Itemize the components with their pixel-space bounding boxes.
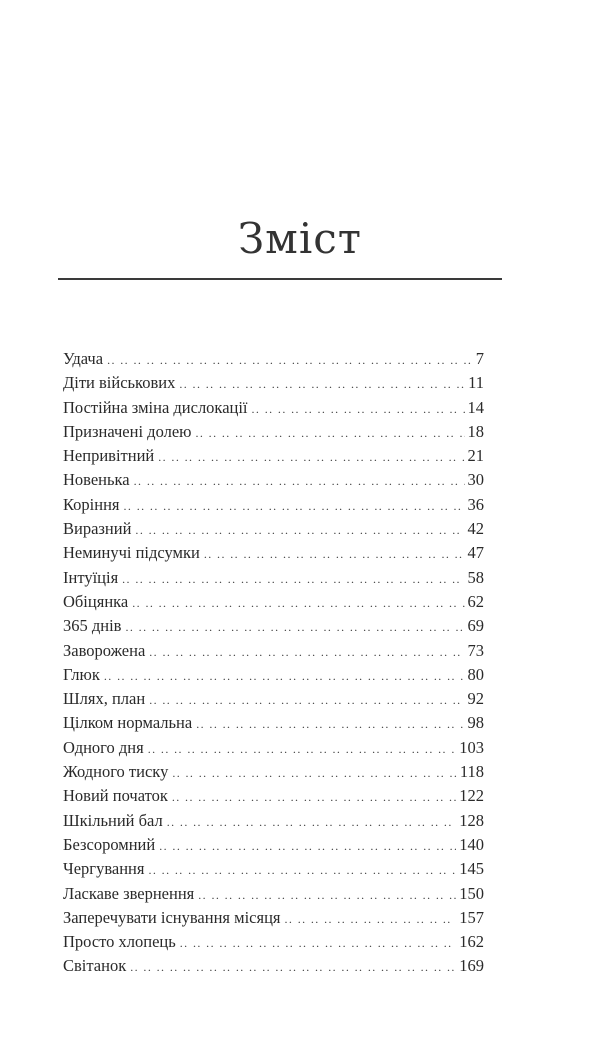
toc-entry-title: Просто хлопець	[63, 932, 176, 952]
dot-leader	[130, 955, 456, 978]
toc-entry[interactable]	[63, 517, 484, 541]
toc-entry-page: 73	[467, 640, 484, 660]
toc-entry-page: 162	[459, 932, 484, 952]
table-of-contents	[63, 347, 484, 979]
toc-entry-title: Новенька	[63, 470, 130, 490]
dot-leader	[107, 348, 473, 371]
toc-entry-page: 69	[467, 616, 484, 636]
toc-entry-page: 18	[467, 421, 484, 441]
toc-entry-title: 365 днів	[63, 616, 122, 636]
toc-entry-title: Шлях, план	[63, 689, 146, 709]
toc-entry[interactable]	[63, 857, 484, 881]
toc-entry-title: Призначені долею	[63, 421, 192, 441]
dot-leader	[132, 591, 464, 614]
toc-entry[interactable]	[63, 711, 484, 735]
dot-leader	[158, 445, 464, 468]
dot-leader	[104, 664, 465, 687]
toc-entry-title: Шкільний бал	[63, 810, 163, 830]
toc-entry-title: Обіцянка	[63, 591, 129, 611]
toc-entry[interactable]	[63, 809, 484, 833]
toc-entry-page: 157	[459, 907, 484, 927]
toc-entry-page: 21	[467, 446, 484, 466]
toc-entry-page: 14	[467, 397, 484, 417]
toc-entry-title: Заворожена	[63, 640, 146, 660]
toc-entry[interactable]	[63, 590, 484, 614]
toc-entry[interactable]	[63, 663, 484, 687]
toc-entry[interactable]	[63, 420, 484, 444]
dot-leader	[172, 785, 456, 808]
dot-leader	[179, 372, 465, 395]
toc-entry[interactable]	[63, 882, 484, 906]
toc-entry-title: Чергування	[63, 859, 145, 879]
toc-entry-title: Жодного тиску	[63, 762, 169, 782]
toc-entry-page: 80	[467, 664, 484, 684]
toc-entry[interactable]	[63, 906, 484, 930]
dot-leader	[198, 883, 456, 906]
title-divider	[58, 278, 502, 280]
toc-entry-title: Новий початок	[63, 786, 168, 806]
toc-entry-page: 118	[459, 762, 484, 782]
toc-entry[interactable]	[63, 371, 484, 395]
dot-leader	[196, 712, 464, 735]
toc-entry[interactable]	[63, 833, 484, 857]
toc-entry-page: 98	[467, 713, 484, 733]
dot-leader	[148, 858, 456, 881]
toc-entry[interactable]	[63, 614, 484, 638]
dot-leader	[122, 567, 464, 590]
dot-leader	[124, 494, 465, 517]
toc-entry-page: 36	[467, 494, 484, 514]
toc-entry[interactable]	[63, 444, 484, 468]
toc-entry-page: 42	[467, 519, 484, 539]
toc-entry-page: 58	[467, 567, 484, 587]
toc-entry[interactable]	[63, 347, 484, 371]
toc-entry[interactable]	[63, 566, 484, 590]
dot-leader	[134, 469, 465, 492]
dot-leader	[252, 397, 465, 420]
toc-entry-page: 150	[459, 883, 484, 903]
toc-entry-title: Ласкаве звернення	[63, 883, 195, 903]
page-title: Зміст	[237, 214, 363, 264]
toc-entry-title: Глюк	[63, 664, 100, 684]
toc-entry-title: Світанок	[63, 956, 127, 976]
toc-entry[interactable]	[63, 541, 484, 565]
toc-entry-page: 7	[475, 349, 484, 368]
dot-leader	[180, 931, 456, 954]
toc-entry-title: Безсоромний	[63, 834, 156, 854]
toc-entry-page: 47	[467, 543, 484, 563]
toc-entry-title: Неминучі підсумки	[63, 543, 200, 563]
toc-entry[interactable]	[63, 760, 484, 784]
toc-entry-title: Одного дня	[63, 737, 144, 757]
toc-entry-page: 128	[459, 810, 484, 830]
toc-entry-title: Заперечувати існування місяця	[63, 907, 281, 927]
toc-entry-title: Виразний	[63, 519, 132, 539]
toc-entry-page: 30	[467, 470, 484, 490]
toc-entry-page: 140	[459, 834, 484, 854]
toc-entry-page: 103	[459, 737, 484, 757]
toc-entry-title: Інтуїція	[63, 567, 119, 587]
toc-entry-title: Цілком нормальна	[63, 713, 193, 733]
toc-entry-title: Постійна зміна дислокації	[63, 397, 248, 417]
dot-leader	[135, 518, 464, 541]
toc-entry-title: Коріння	[63, 494, 120, 514]
toc-entry-title: Непривітний	[63, 446, 155, 466]
toc-entry-page: 11	[468, 373, 484, 393]
dot-leader	[172, 761, 457, 784]
dot-leader	[285, 907, 457, 930]
toc-entry-page: 62	[467, 591, 484, 611]
toc-entry-page: 145	[459, 859, 484, 879]
toc-entry[interactable]	[63, 468, 484, 492]
toc-entry[interactable]	[63, 493, 484, 517]
toc-entry[interactable]	[63, 954, 484, 978]
toc-entry[interactable]	[63, 639, 484, 663]
toc-entry-title: Удача	[63, 349, 104, 368]
toc-entry-page: 169	[459, 956, 484, 976]
toc-entry-title: Діти військових	[63, 373, 176, 393]
toc-entry[interactable]	[63, 687, 484, 711]
toc-entry[interactable]	[63, 396, 484, 420]
dot-leader	[125, 615, 464, 638]
dot-leader	[167, 810, 457, 833]
dot-leader	[204, 542, 465, 565]
dot-leader	[148, 737, 457, 760]
dot-leader	[159, 834, 456, 857]
toc-entry-page: 122	[459, 786, 484, 806]
dot-leader	[149, 640, 464, 663]
dot-leader	[195, 421, 464, 444]
dot-leader	[149, 688, 464, 711]
toc-entry[interactable]	[63, 784, 484, 808]
toc-entry[interactable]	[63, 930, 484, 954]
toc-entry-page: 92	[467, 689, 484, 709]
toc-entry[interactable]	[63, 736, 484, 760]
